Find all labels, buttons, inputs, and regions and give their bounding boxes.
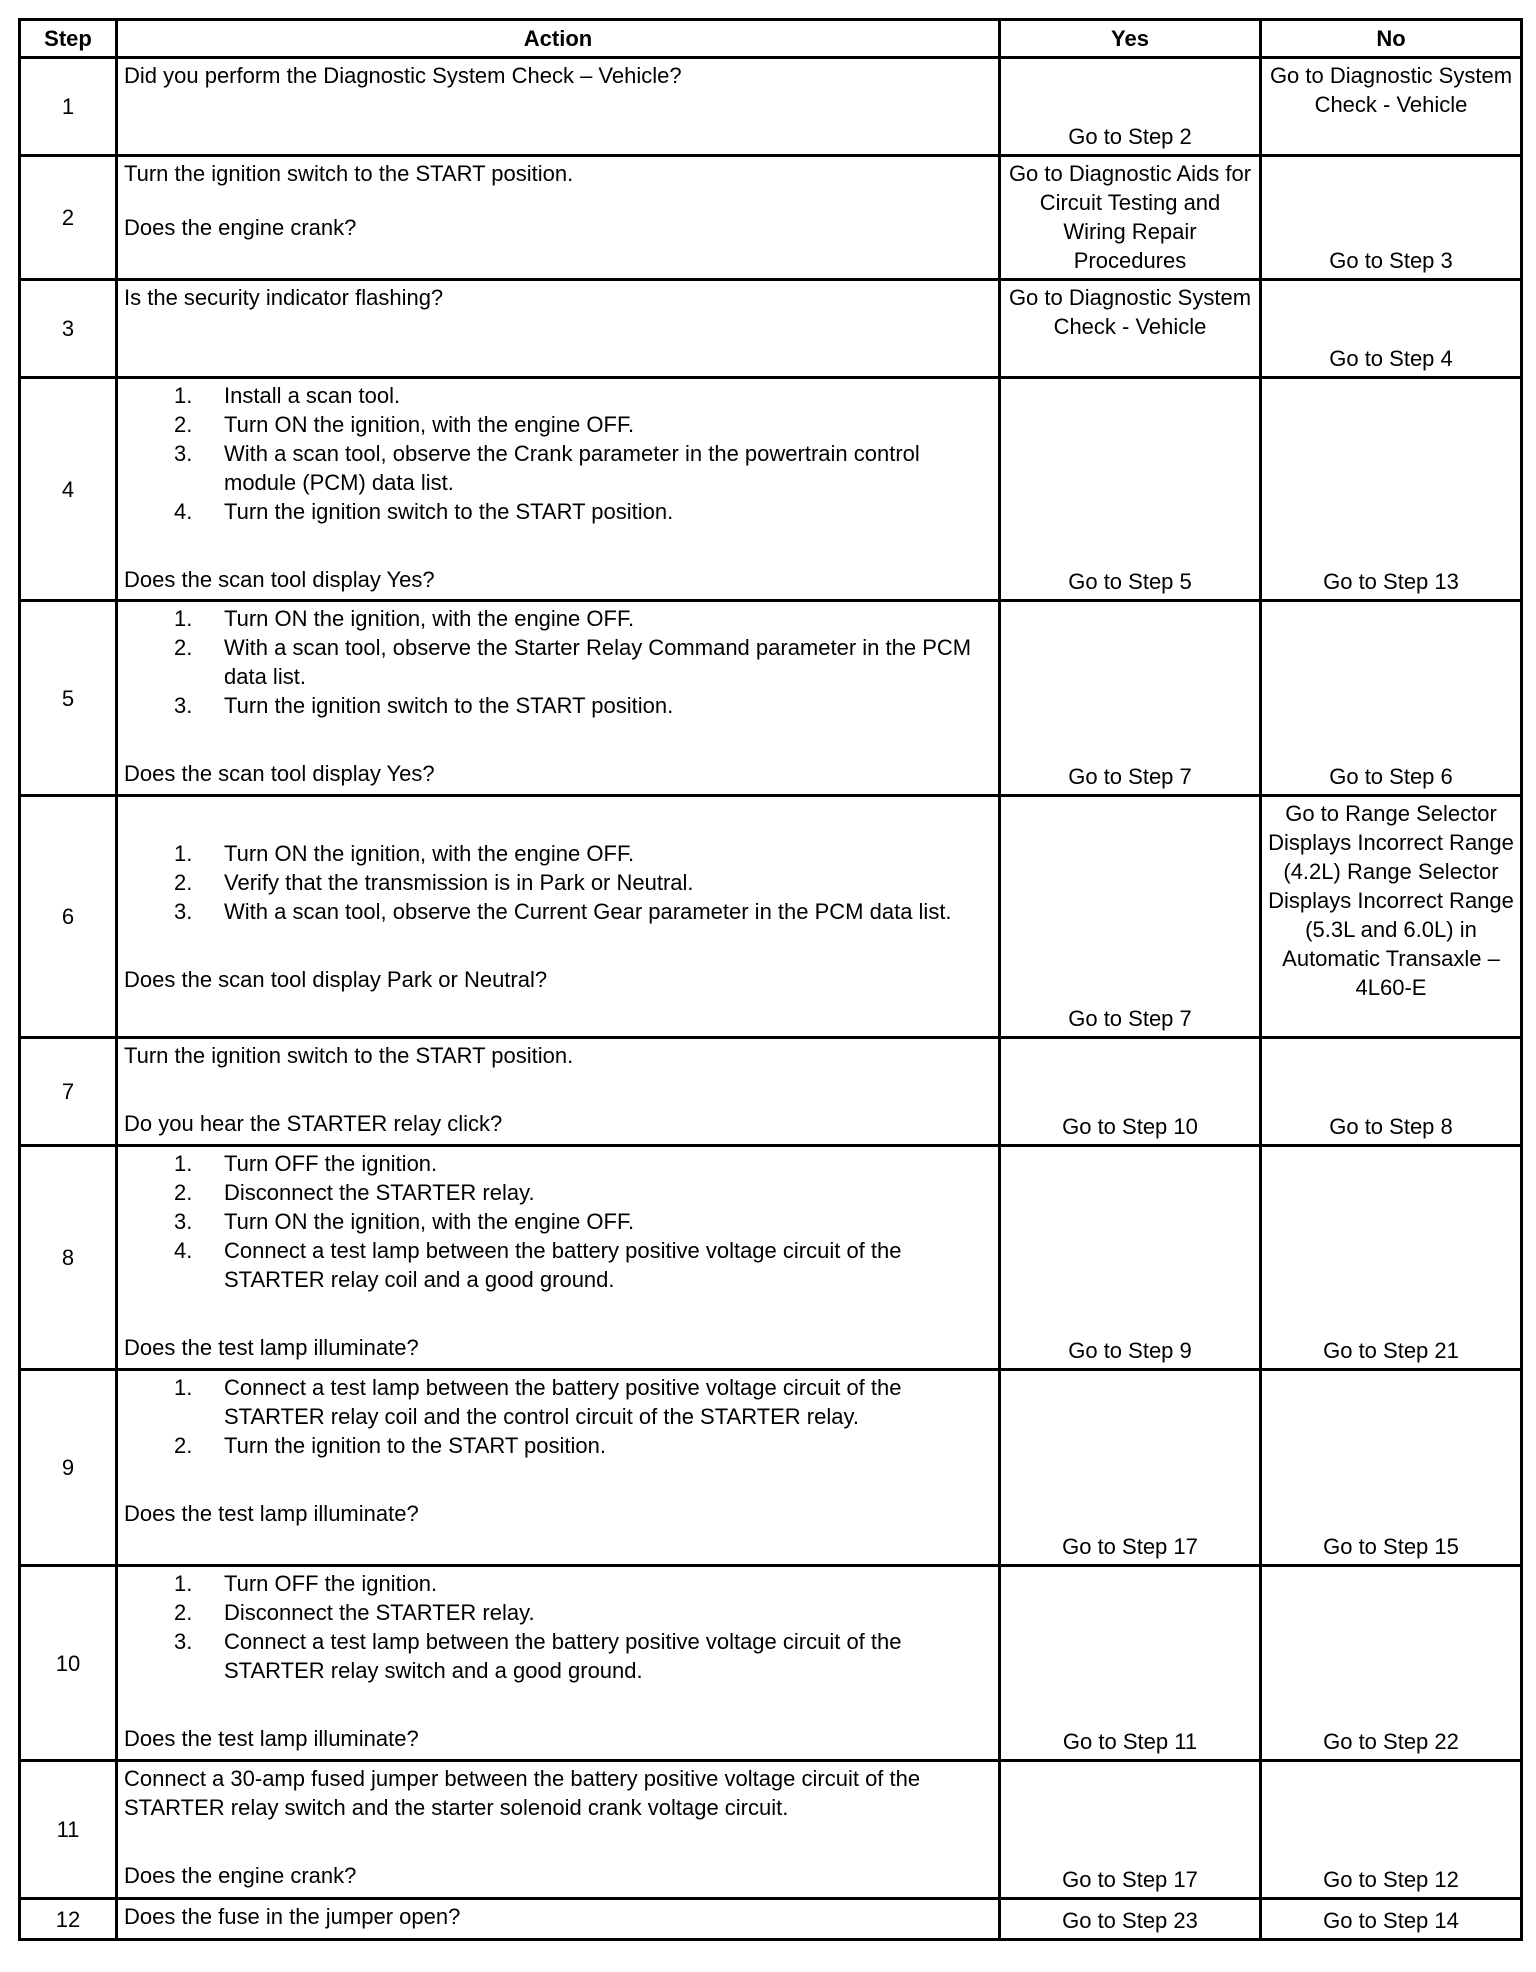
yes-result: Go to Diagnostic Aids for Circuit Testing and Wiring Repair Procedures <box>1000 156 1261 280</box>
action-cell <box>117 58 1000 156</box>
table-row <box>20 601 1522 796</box>
procedure-list <box>124 381 992 526</box>
header-step: Step <box>20 20 117 58</box>
no-result: Go to Step 14 <box>1261 1899 1522 1940</box>
action-text: Does the fuse in the jumper open? <box>124 1904 461 1929</box>
yes-result: Go to Step 7 <box>1000 796 1261 1038</box>
no-result: Go to Step 3 <box>1261 156 1522 280</box>
action-cell <box>117 1370 1000 1566</box>
table-row <box>20 796 1522 1038</box>
action-cell <box>117 156 1000 280</box>
action-question: Do you hear the STARTER relay click? <box>124 1111 503 1136</box>
procedure-list <box>124 1149 992 1294</box>
action-cell <box>117 1038 1000 1146</box>
step-number: 9 <box>20 1370 117 1566</box>
step-number: 2 <box>20 156 117 280</box>
step-number: 8 <box>20 1146 117 1370</box>
no-result: Go to Range Selector Displays Incorrect Range (4.2L) Range Selector Displays Incorrect Range (5.3L and 6.0L) in Automatic Transaxle – 4L60-E <box>1261 796 1522 1038</box>
step-number: 10 <box>20 1566 117 1761</box>
table-row <box>20 58 1522 156</box>
table-row <box>20 378 1522 601</box>
step-number: 6 <box>20 796 117 1038</box>
list-item: 4. Turn the ignition switch to the START position. <box>174 499 674 524</box>
table-row <box>20 1761 1522 1899</box>
action-text: Connect a 30-amp fused jumper between the battery positive voltage circuit of the STARTER relay switch and the starter solenoid crank voltage circuit. <box>124 1766 921 1820</box>
action-question: Does the scan tool display Yes? <box>124 567 435 592</box>
no-result: Go to Step 15 <box>1261 1370 1522 1566</box>
action-cell <box>117 796 1000 1038</box>
step-number: 11 <box>20 1761 117 1899</box>
action-question: Does the test lamp illuminate? <box>124 1501 419 1526</box>
no-result: Go to Step 8 <box>1261 1038 1522 1146</box>
diagnostic-table <box>18 18 1523 1941</box>
yes-result: Go to Step 9 <box>1000 1146 1261 1370</box>
action-question: Does the engine crank? <box>124 215 357 240</box>
action-cell <box>117 601 1000 796</box>
no-result: Go to Step 22 <box>1261 1566 1522 1761</box>
table-row <box>20 280 1522 378</box>
no-result: Go to Step 4 <box>1261 280 1522 378</box>
action-text: Turn the ignition switch to the START position. <box>124 1043 574 1068</box>
table-row <box>20 1038 1522 1146</box>
procedure-list <box>124 1569 992 1685</box>
action-question: Does the engine crank? <box>124 1863 357 1888</box>
yes-result: Go to Step 17 <box>1000 1761 1261 1899</box>
action-cell <box>117 280 1000 378</box>
step-number: 12 <box>20 1899 117 1940</box>
list-item: 1. Connect a test lamp between the battery positive voltage circuit of the STARTER relay coil and the control circuit of the STARTER relay. <box>174 1375 902 1429</box>
procedure-list <box>124 839 992 926</box>
list-item: 1. Turn ON the ignition, with the engine OFF. <box>174 606 635 631</box>
list-item: 1. Turn OFF the ignition. <box>174 1151 438 1176</box>
action-text: Turn the ignition switch to the START position. <box>124 161 574 186</box>
no-result: Go to Step 12 <box>1261 1761 1522 1899</box>
action-question: Does the test lamp illuminate? <box>124 1335 419 1360</box>
header-action: Action <box>117 20 1000 58</box>
action-cell <box>117 1899 1000 1940</box>
list-item: 3. Turn the ignition switch to the START position. <box>174 693 674 718</box>
action-cell <box>117 378 1000 601</box>
list-item: 2. Turn ON the ignition, with the engine OFF. <box>174 412 635 437</box>
list-item: 1. Install a scan tool. <box>174 383 401 408</box>
list-item: 1. Turn OFF the ignition. <box>174 1571 438 1596</box>
yes-result: Go to Step 11 <box>1000 1566 1261 1761</box>
list-item: 3. With a scan tool, observe the Current Gear parameter in the PCM data list. <box>174 898 952 924</box>
no-result: Go to Step 6 <box>1261 601 1522 796</box>
table-row <box>20 1146 1522 1370</box>
step-number: 4 <box>20 378 117 601</box>
no-result: Go to Step 21 <box>1261 1146 1522 1370</box>
yes-result: Go to Step 5 <box>1000 378 1261 601</box>
action-cell <box>117 1566 1000 1761</box>
procedure-list <box>124 1373 992 1460</box>
action-cell <box>117 1146 1000 1370</box>
diagnostic-table-container <box>18 18 1520 1941</box>
action-question: Does the scan tool display Yes? <box>124 761 435 786</box>
yes-result: Go to Diagnostic System Check - Vehicle <box>1000 280 1261 378</box>
no-result: Go to Diagnostic System Check - Vehicle <box>1261 58 1522 156</box>
action-question: Does the scan tool display Park or Neutral? <box>124 966 548 992</box>
table-row <box>20 156 1522 280</box>
list-item: 4. Connect a test lamp between the battery positive voltage circuit of the STARTER relay coil and a good ground. <box>174 1238 902 1292</box>
step-number: 1 <box>20 58 117 156</box>
step-number: 3 <box>20 280 117 378</box>
action-question: Does the test lamp illuminate? <box>124 1726 419 1751</box>
table-row <box>20 1370 1522 1566</box>
procedure-list <box>124 604 992 720</box>
header-row <box>20 20 1522 58</box>
yes-result: Go to Step 23 <box>1000 1899 1261 1940</box>
action-text: Is the security indicator flashing? <box>124 285 444 310</box>
list-item: 3. Turn ON the ignition, with the engine OFF. <box>174 1209 635 1234</box>
step-number: 7 <box>20 1038 117 1146</box>
list-item: 2. Turn the ignition to the START position. <box>174 1433 606 1458</box>
yes-result: Go to Step 2 <box>1000 58 1261 156</box>
action-text: Did you perform the Diagnostic System Check – Vehicle? <box>124 63 682 88</box>
step-number: 5 <box>20 601 117 796</box>
action-cell <box>117 1761 1000 1899</box>
list-item: 3. With a scan tool, observe the Crank parameter in the powertrain control module (PCM) data list. <box>174 441 920 495</box>
list-item: 2. Disconnect the STARTER relay. <box>174 1180 535 1205</box>
yes-result: Go to Step 17 <box>1000 1370 1261 1566</box>
no-result: Go to Step 13 <box>1261 378 1522 601</box>
header-yes: Yes <box>1000 20 1261 58</box>
list-item: 2. Disconnect the STARTER relay. <box>174 1600 535 1625</box>
table-row <box>20 1566 1522 1761</box>
table-row <box>20 1899 1522 1940</box>
list-item: 2. Verify that the transmission is in Park or Neutral. <box>174 869 694 895</box>
yes-result: Go to Step 7 <box>1000 601 1261 796</box>
header-no: No <box>1261 20 1522 58</box>
list-item: 2. With a scan tool, observe the Starter Relay Command parameter in the PCM data list. <box>174 635 972 689</box>
list-item: 1. Turn ON the ignition, with the engine OFF. <box>174 840 635 866</box>
yes-result: Go to Step 10 <box>1000 1038 1261 1146</box>
list-item: 3. Connect a test lamp between the battery positive voltage circuit of the STARTER relay switch and a good ground. <box>174 1629 902 1683</box>
